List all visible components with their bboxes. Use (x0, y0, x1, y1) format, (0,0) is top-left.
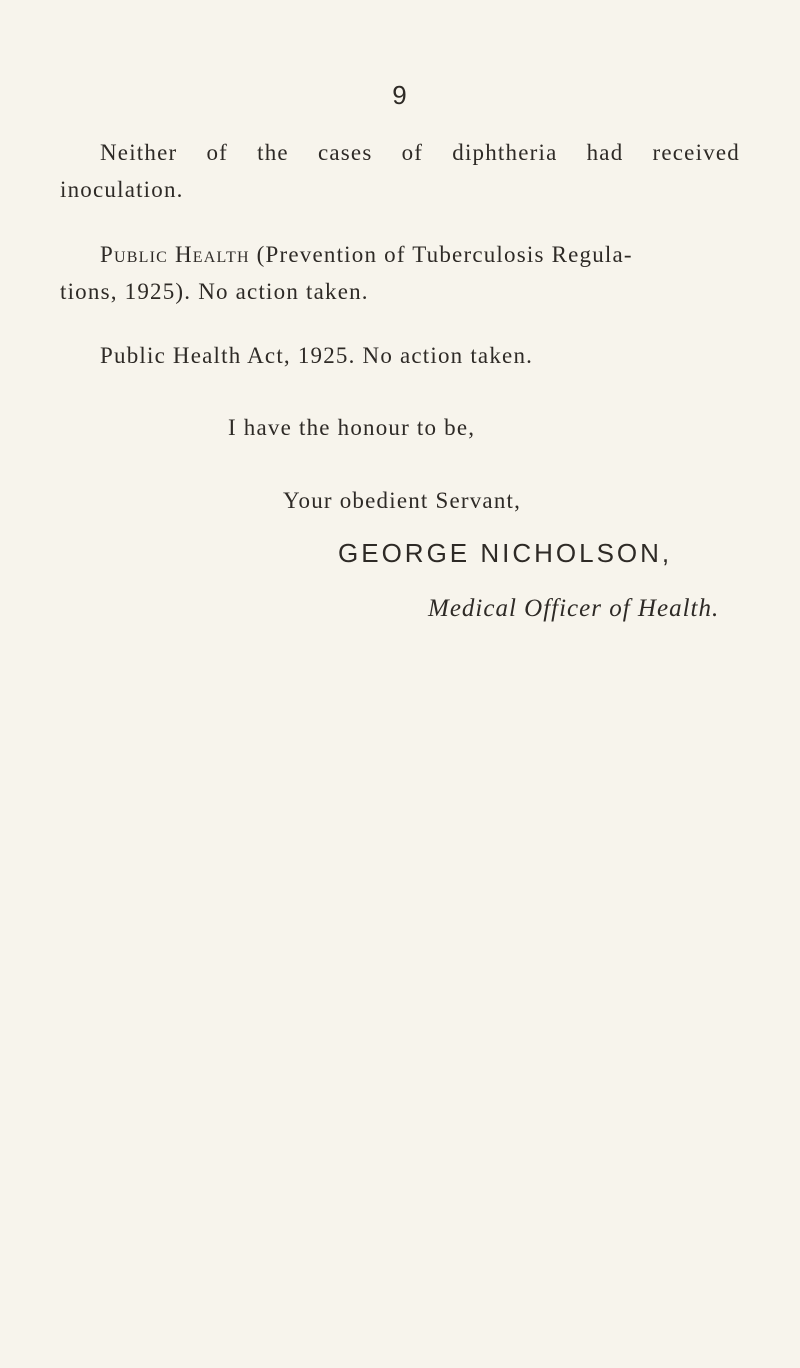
paragraph-diphtheria (60, 134, 740, 208)
paragraph-line: tions, 1925). No action taken. (60, 279, 369, 304)
signature-title: Medical Officer of Health. (428, 595, 720, 622)
page-number: 9 (392, 80, 408, 110)
paragraph-line: inoculation. (60, 177, 184, 202)
signature-name: GEORGE NICHOLSON, (338, 538, 673, 568)
paragraph-line: Public Health Act, 1925. No action taken. (100, 343, 534, 368)
closing-salutation: I have the honour to be, (228, 415, 476, 440)
paragraph-tuberculosis-regulations (60, 236, 740, 310)
paragraph-public-health-act (60, 337, 740, 374)
paragraph-line (60, 236, 740, 273)
regulation-heading-rest: (Prevention of Tuberculosis Regula- (249, 242, 633, 267)
regulation-heading: Public Health (100, 242, 250, 267)
paragraph-line: Neither of the cases of diphtheria had received (100, 140, 740, 165)
closing-servant: Your obedient Servant, (283, 488, 522, 513)
